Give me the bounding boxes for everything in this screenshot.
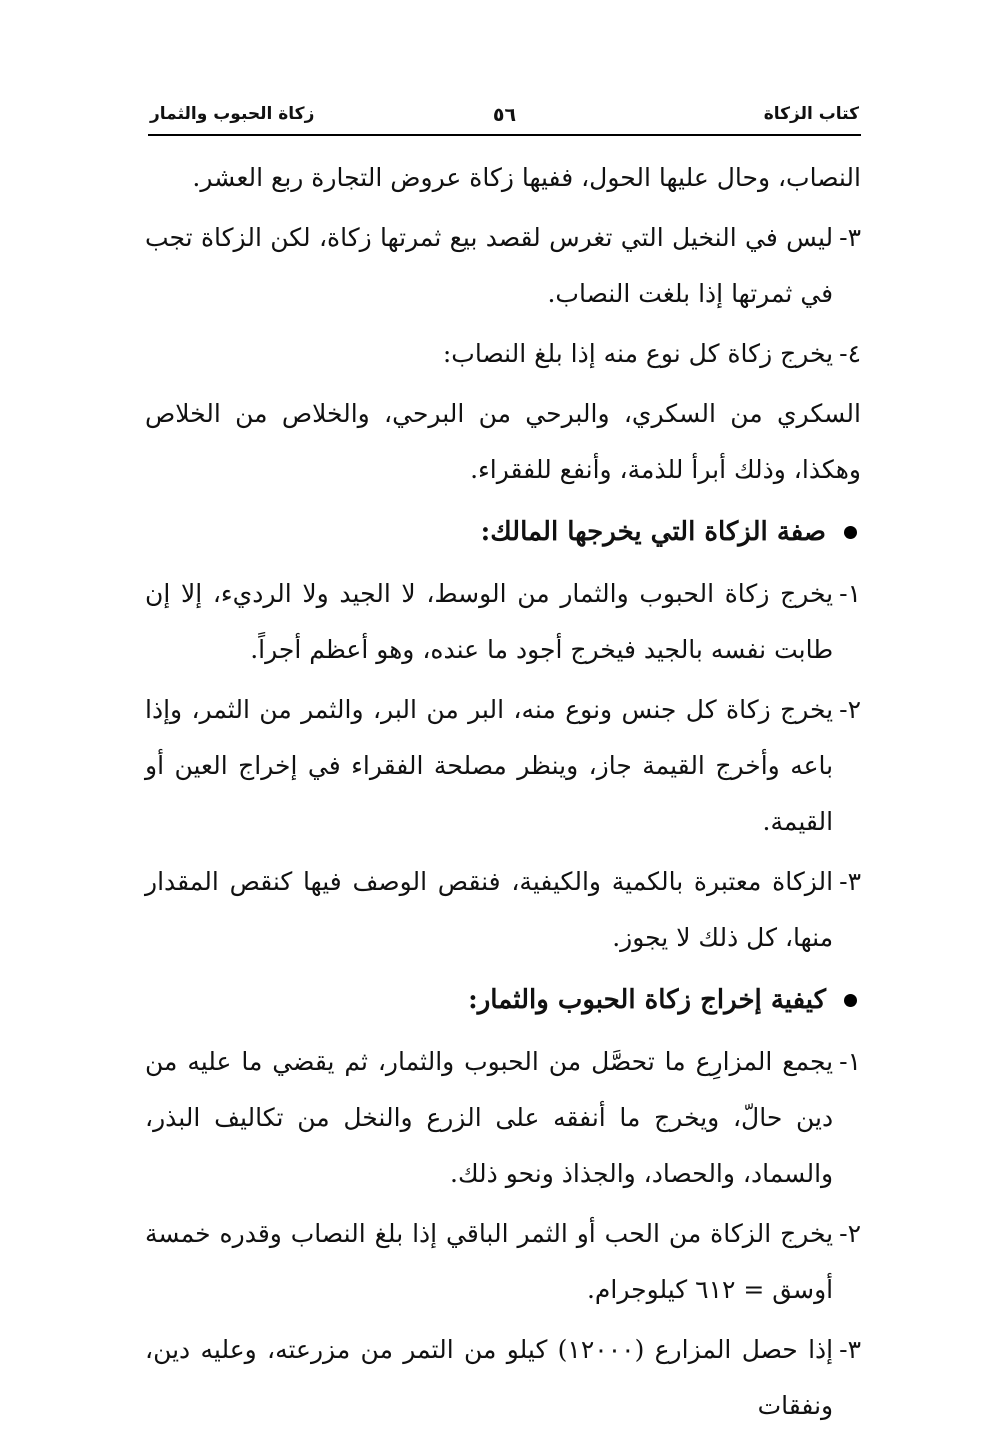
item-text: يجمع المزارِع ما تحصَّل من الحبوب والثمار، ثم يقضي ما عليه من دين حالّ، ويخرج ما أنفقه على الزرع والنخل من تكاليف البذر، والسماد، والحصاد، والجذاذ ونحو ذلك.	[145, 1047, 834, 1188]
item-number: ٢-	[839, 695, 861, 724]
section-heading	[145, 504, 861, 560]
item-text: يخرج الزكاة من الحب أو الثمر الباقي إذا بلغ النصاب وقدره خمسة أوسق = ٦١٢ كيلوجرام.	[145, 1219, 834, 1304]
item-text: يخرج زكاة كل جنس ونوع منه، البر من البر، والثمر من الثمر، وإذا باعه وأخرج القيمة جاز، وينظر مصلحة الفقراء في إخراج العين أو القيمة.	[145, 695, 834, 836]
bullet-icon	[844, 994, 857, 1007]
item-number: ١-	[839, 579, 861, 608]
item-number: ٤-	[839, 339, 861, 368]
item-text: إذا حصل المزارع (١٢٠٠٠) كيلو من التمر من مزرعته، وعليه دين، ونفقات	[145, 1335, 834, 1420]
running-header	[148, 100, 861, 136]
item-number: ٢-	[839, 1219, 861, 1248]
item-text: الزكاة معتبرة بالكمية والكيفية، فنقص الوصف فيها كنقص المقدار منها، كل ذلك لا يجوز.	[145, 867, 834, 952]
list-item	[145, 1322, 861, 1434]
item-text: يخرج زكاة كل نوع منه إذا بلغ النصاب:	[442, 339, 834, 368]
paragraph-types: السكري من السكري، والبرحي من البرحي، والخلاص من الخلاص وهكذا، وذلك أبرأ للذمة، وأنفع للفقراء.	[145, 399, 861, 484]
list-item	[145, 566, 861, 678]
item-number: ٣-	[839, 223, 861, 252]
item-number: ٣-	[839, 1335, 861, 1364]
item-number: ٣-	[839, 867, 861, 896]
list-item	[145, 1034, 861, 1202]
item-text: يخرج زكاة الحبوب والثمار من الوسط، لا الجيد ولا الرديء، إلا إن طابت نفسه بالجيد فيخرج أجود ما عنده، وهو أعظم أجراً.	[145, 579, 834, 664]
paragraph-intro: النصاب، وحال عليها الحول، ففيها زكاة عروض التجارة ربع العشر.	[192, 163, 861, 192]
item-number: ١-	[839, 1047, 861, 1076]
bullet-icon	[844, 526, 857, 539]
header-book-title: كتاب الزكاة	[763, 104, 859, 124]
list-item	[145, 210, 861, 322]
page-body	[145, 150, 861, 1438]
list-item	[145, 1206, 861, 1318]
header-chapter-title: زكاة الحبوب والثمار	[150, 104, 315, 124]
section-heading-text: كيفية إخراج زكاة الحبوب والثمار:	[468, 985, 826, 1015]
list-item	[145, 326, 861, 382]
section-heading-text: صفة الزكاة التي يخرجها المالك:	[480, 517, 826, 547]
list-item	[145, 682, 861, 850]
item-text: ليس في النخيل التي تغرس لقصد بيع ثمرتها زكاة، لكن الزكاة تجب في ثمرتها إذا بلغت النصاب.	[145, 223, 834, 308]
section-heading	[145, 972, 861, 1028]
header-page-number: ٥٦	[492, 104, 517, 126]
list-item	[145, 854, 861, 966]
